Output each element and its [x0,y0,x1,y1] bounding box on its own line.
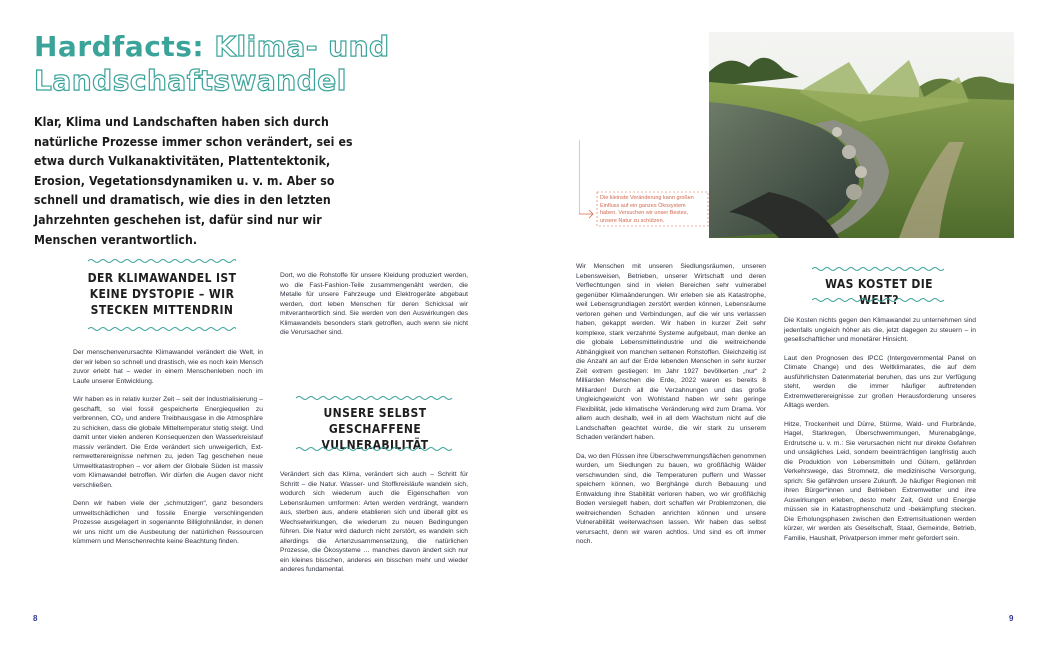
pond-landscape-photo [709,32,1014,238]
paragraph: Laut den Prognosen des IPCC (Intergovernmental Panel on Climate Change) und des Weltklimarates, die auf dem ausführlichsten Datenmaterial beruhen, das uns zur Verfügung steht, werden die immer häufiger auftretenden Extremwetterereignisse zur großen Herausforderung unseres Alltags werden. [784,354,976,409]
paragraph: Der menschenverursachte Klimawandel verändert die Welt, in der wir leben so schnell und drastisch, wie es noch kein Mensch zuvor erlebt hat – weder in einem Menschenleben noch im Laufe unserer Entwicklung. [73,349,263,385]
paragraph: Da, wo den Flüssen ihre Überschwemmungsflächen genommen wurden, um Siedlungen zu bauen, wo großflächig Wälder verschwunden sind, die Temperaturen puffern und Wasser speichern können, wo Berghänge durch Bebauung und Entwaldung ihre Stabilität verloren haben, wo wir großflächig Boden versiegelt haben, dort schaffen wir Problemzonen, die weitreichenden Schaden anrichten können und unsere Vulnerabilität weiterwachsen lassen. Wir haben das selbst verursacht, denn wir waren achtlos. Und sind es oft immer noch. [576,452,766,545]
page-title [34,30,454,98]
paragraph: Denn wir haben viele der „schmutzigen“, ganz besonders umweltschädlichen und fossile Energie verschlingenden Prozesse ausgelagert in sogenannte Billiglohnländer, in denen wir uns nicht um die Ausbeutung der natürlichen Ressourcen kümmern und Menschenrechte keine Beachtung finden. [73,500,263,545]
page-number-left: 8 [33,614,38,623]
wave-divider-top [296,395,454,401]
paragraph: Wir haben es in relativ kurzer Zeit – seit der Industrialisierung – geschafft, so viel fossil gespeicherte Energiequellen zu verbrennen, CO₂ und andere Treibhausgase in die Atmosphäre zu schicken, dass die globale Mitteltemperatur stetig steigt. Und damit unter vielen anderen Konsequenzen den Wasserkreislauf massiv verändert. Die Erde verändert sich unweigerlich, Extremwetterereignisse nehmen zu, jeden Tag geschehen neue Umweltkatastrophen – vor allem der Globale Süden ist massiv vom Klimawandel betroffen. Wir dürfen die Augen davor nicht verschließen. [73,396,263,489]
title-solid: Hardfacts: [34,30,205,63]
intro-text: Klar, Klima und Landschaften haben sich durch natürliche Prozesse immer schon verändert, sei es etwa durch Vulkanaktivitäten, Plattentektonik, Erosion, Vegetationsdynamiken u. v. m. Aber so schnell und dramatisch, wie dies in den letzten Jahrzehnten geschehen ist, dafür sind nur wir Menschen verantwortlich. [34,115,353,247]
wave-divider-bottom [88,326,236,332]
heading-kosten: WAS KOSTET DIE WELT? [825,277,933,307]
wave-divider-top [88,258,236,264]
heading-klimawandel: DER KLIMAWANDEL IST KEINE DYSTOPIE – WIR STECKEN MITTENDRIN [87,271,237,317]
column-2-top-text [280,271,468,347]
paragraph: Verändert sich das Klima, verändert sich auch – Schritt für Schritt – die Natur. Wasser- und Stoffkreisläufe wandeln sich, wodurch sich wiederum auch die Eigenschaften von Lebensräumen umformen: Arten werden verdrängt, wandern aus, sterben aus, andere etablieren sich und überall gibt es Wechselwirkungen, die wiederum zu neuen Bedingungen führen. Die Natur wird dadurch nicht zerstört, es wandeln sich allerdings die Artenzusammensetzung, die natürlichen Prozesse, die Ökosysteme … manches davon ändert sich nur ein kleines bisschen, anderes ein bisschen mehr und wieder anderes fundamental. [280,471,468,573]
wave-divider-top [812,266,946,272]
title-outline-2: Landschaftswandel [34,64,347,97]
heading-vulnerabilitaet: UNSERE SELBST GESCHAFFENE VULNERABILITÄT [321,406,429,452]
photo-caption: Die kleinste Veränderung kann großen Einfluss auf ein ganzes Ökosystem haben. Versuchen wir unser Bestes, unsere Natur zu schützen. [600,195,694,224]
column-4-text [784,316,976,552]
wave-divider-bottom [296,446,454,452]
paragraph: Dort, wo die Rohstoffe für unsere Kleidung produziert werden, wo die Fast-Fashion-Teile zusammengenäht werden, die Metalle für unsere Fahrzeuge und Elektrogeräte abgebaut werden, dort leben Menschen für deren Schicksal wir mitverantwortlich sind. Sie werden von den Auswirkungen des Klimawandels besonders stark getroffen, auch wenn sie nicht die Verursacher sind. [280,272,468,336]
column-3-text [576,262,766,556]
column-1-text [73,348,263,556]
paragraph: Die Kosten nichts gegen den Klimawandel zu unternehmen sind jedenfalls ungleich höher als die, jetzt dagegen zu steuern – in gesellschaftlicher und monetärer Hinsicht. [784,317,976,343]
page-number-right: 9 [1009,614,1014,623]
wave-divider-bottom [812,297,946,303]
paragraph: Hitze, Trockenheit und Dürre, Stürme, Wald- und Flurbrände, Hagel, Starkregen, Überschwemmungen, Murenabgänge, Erdrutsche u. v. m.: Sie verursachen nicht nur direkte Gefahren und unsägliches Leid, sondern beeinträchtigen langfristig auch die Produktion von Lebensmitteln und Gütern, gefährden Verkehrswege, das Stromnetz, die medizinische Versorgung, sprich: Sie gefährden unsere Zukunft. Je häufiger Regionen mit ihren Bürger*innen und Betrieben Extremwetter und ihre Auswirkungen erleben, desto mehr Zeit, Geld und Energie müssen sie in Katastrophenschutz und -bekämpfung stecken. Die Erholungsphasen zwischen den Extremsituationen werden kürzer, wir werden als Gesellschaft, Staat, Gemeinde, Betrieb, Familie, Haushalt, Privatperson immer mehr gefordert sein. [784,420,976,542]
paragraph: Wir Menschen mit unseren Siedlungsräumen, unseren Lebensweisen, Betrieben, unserer Wirtschaft und deren Verflechtungen sind in vielen Bereichen sehr vulnerabel gegenüber Klimaänderungen. Wir erleben sie als Katastrophe, weil Lebensgrundlagen zerstört werden können, Lebensräume verloren gehen und Verbindungen, auf die wir uns verlassen haben, gekappt werden. Wir haben in kurzer Zeit sehr komplexe, stark verzahnte Systeme aufgebaut, man denke an die globale Lebensmittelindustrie und die weitreichende Abhängigkeit von manchen seltenen Rohstoffen. Gleichzeitig ist die Anzahl an auf der Erde lebenden Menschen in sehr kurzer Zeit extrem gestiegen: Im Jahr 1927 bevölkerten „nur“ 2 Milliarden Menschen die Erde, 2022 waren es bereits 8 Milliarden! Durch all die Verzahnungen und das große Ungleichgewicht von Wohlstand haben wir sehr geringe Flexibilität, jede klimatische Veränderung wird zum Drama. Vor allem auch deshalb, weil in all dem Wachstum nicht auf die Landschaften geachtet wurde, die wir stark zu unserem Schaden verändert haben. [576,263,766,441]
title-outline-1: Klima- und [214,30,390,63]
column-2-text [280,470,468,584]
